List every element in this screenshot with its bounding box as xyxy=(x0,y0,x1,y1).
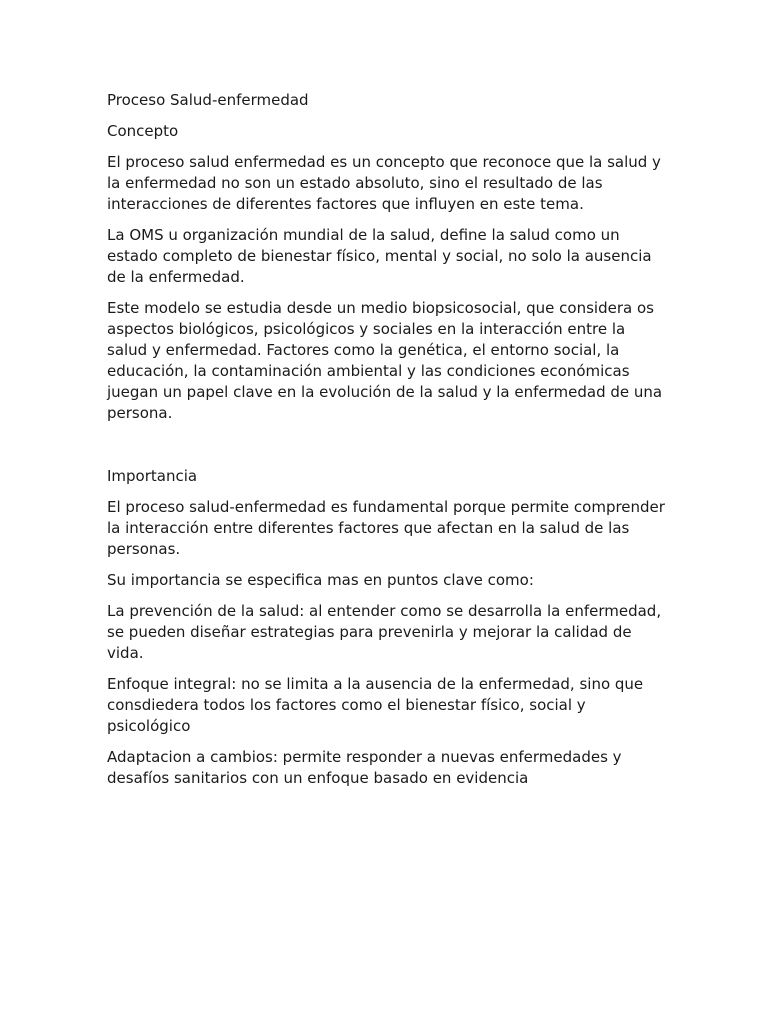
paragraph: El proceso salud-enfermedad es fundamental porque permite comprender la interacción entre diferentes factores que afectan en la salud de las personas. xyxy=(107,498,665,558)
section-heading-importancia: Importancia xyxy=(107,467,198,485)
document-page xyxy=(107,90,667,799)
document-title: Proceso Salud-enfermedad xyxy=(107,91,309,109)
paragraph: Su importancia se especifica mas en puntos clave como: xyxy=(107,571,534,589)
paragraph: Adaptacion a cambios: permite responder a nuevas enfermedades y desafíos sanitarios con un enfoque basado en evidencia xyxy=(107,748,622,787)
paragraph: Este modelo se estudia desde un medio biopsicosocial, que considera os aspectos biológicos, psicológicos y sociales en la interacción entre la salud y enfermedad. Factores como la genética, el entorno social, la educación, la contaminación ambiental y las condiciones económicas juegan un papel clave en la evolución de la salud y la enfermedad de una persona. xyxy=(107,299,663,422)
paragraph: El proceso salud enfermedad es un concepto que reconoce que la salud y la enfermedad no son un estado absoluto, sino el resultado de las interacciones de diferentes factores que influyen en este tema. xyxy=(107,153,661,213)
paragraph: La prevención de la salud: al entender como se desarrolla la enfermedad, se pueden diseñar estrategias para prevenirla y mejorar la calidad de vida. xyxy=(107,602,662,662)
paragraph: La OMS u organización mundial de la salud, define la salud como un estado completo de bienestar físico, mental y social, no solo la ausencia de la enfermedad. xyxy=(107,226,652,286)
section-heading-concepto: Concepto xyxy=(107,122,179,140)
paragraph: Enfoque integral: no se limita a la ausencia de la enfermedad, sino que consdiedera todos los factores como el bienestar físico, social y psicológico xyxy=(107,675,644,735)
blank-line xyxy=(107,434,667,466)
